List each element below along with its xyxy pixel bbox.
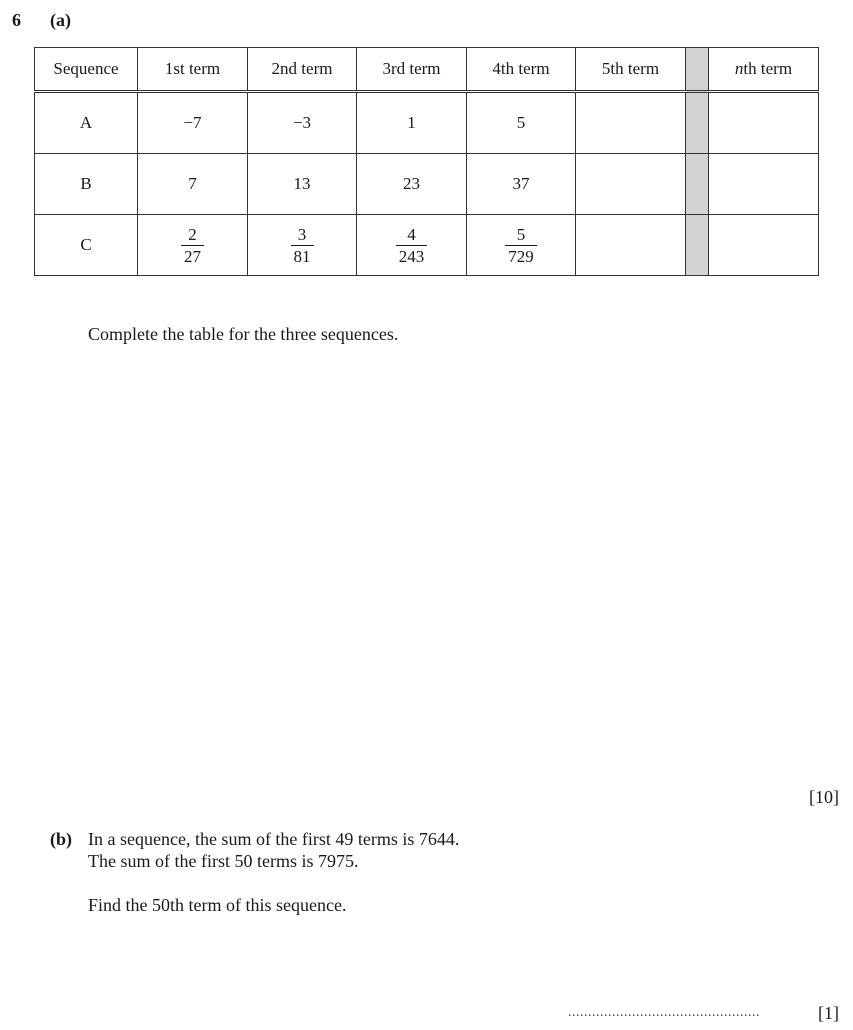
term-cell: 1 <box>357 92 467 154</box>
fraction-cell <box>138 215 248 276</box>
header-3rd-term: 3rd term <box>357 48 467 92</box>
term-cell: −3 <box>248 92 357 154</box>
instruction-text: Complete the table for the three sequences. <box>88 324 399 344</box>
table-row-b <box>35 154 819 215</box>
denominator: 243 <box>396 245 428 265</box>
answer-cell-nth[interactable] <box>709 92 819 154</box>
term-cell: 5 <box>467 92 576 154</box>
denominator: 81 <box>291 245 314 265</box>
shaded-gap-cell <box>686 92 709 154</box>
term-cell: 7 <box>138 154 248 215</box>
fraction-cell <box>467 215 576 276</box>
part-b-line-1: In a sequence, the sum of the first 49 terms is 7644. <box>88 829 460 849</box>
header-2nd-term: 2nd term <box>248 48 357 92</box>
shaded-gap-cell <box>686 215 709 276</box>
header-4th-term: 4th term <box>467 48 576 92</box>
shaded-gap-cell <box>686 154 709 215</box>
fraction <box>396 226 428 265</box>
denominator: 27 <box>181 245 204 265</box>
sequence-table <box>34 47 819 276</box>
answer-cell-5th[interactable] <box>576 215 686 276</box>
marks-part-a: [10] <box>809 787 839 807</box>
marks-part-b: [1] <box>818 1003 839 1023</box>
shaded-gap-column <box>686 48 709 92</box>
fraction <box>181 226 204 265</box>
answer-cell-nth[interactable] <box>709 215 819 276</box>
question-number: 6 <box>12 10 21 30</box>
term-cell: −7 <box>138 92 248 154</box>
term-cell: 37 <box>467 154 576 215</box>
part-b-line-2: The sum of the first 50 terms is 7975. <box>88 851 359 871</box>
fraction <box>505 226 537 265</box>
denominator: 729 <box>505 245 537 265</box>
table-header-row <box>35 48 819 92</box>
numerator: 4 <box>407 225 416 244</box>
numerator: 5 <box>516 225 526 244</box>
header-nth-italic-n: n <box>734 59 744 78</box>
answer-cell-5th[interactable] <box>576 92 686 154</box>
part-a-label: (a) <box>50 10 71 30</box>
header-nth-suffix: th term <box>743 59 793 78</box>
numerator: 2 <box>188 225 197 244</box>
header-nth-term <box>709 48 819 92</box>
part-b-label: (b) <box>50 829 72 849</box>
fraction <box>291 226 314 265</box>
header-1st-term: 1st term <box>138 48 248 92</box>
part-b-instruction: Find the 50th term of this sequence. <box>88 895 347 915</box>
answer-cell-nth[interactable] <box>709 154 819 215</box>
fraction-cell <box>357 215 467 276</box>
header-5th-term: 5th term <box>576 48 686 92</box>
numerator: 3 <box>297 225 307 244</box>
table-row-a <box>35 92 819 154</box>
header-sequence: Sequence <box>35 48 138 92</box>
term-cell: 23 <box>357 154 467 215</box>
answer-line[interactable]: ................................................ <box>568 1005 760 1020</box>
row-label: B <box>35 154 138 215</box>
answer-cell-5th[interactable] <box>576 154 686 215</box>
row-label: A <box>35 92 138 154</box>
fraction-cell <box>248 215 357 276</box>
table-row-c <box>35 215 819 276</box>
term-cell: 13 <box>248 154 357 215</box>
row-label: C <box>35 215 138 276</box>
